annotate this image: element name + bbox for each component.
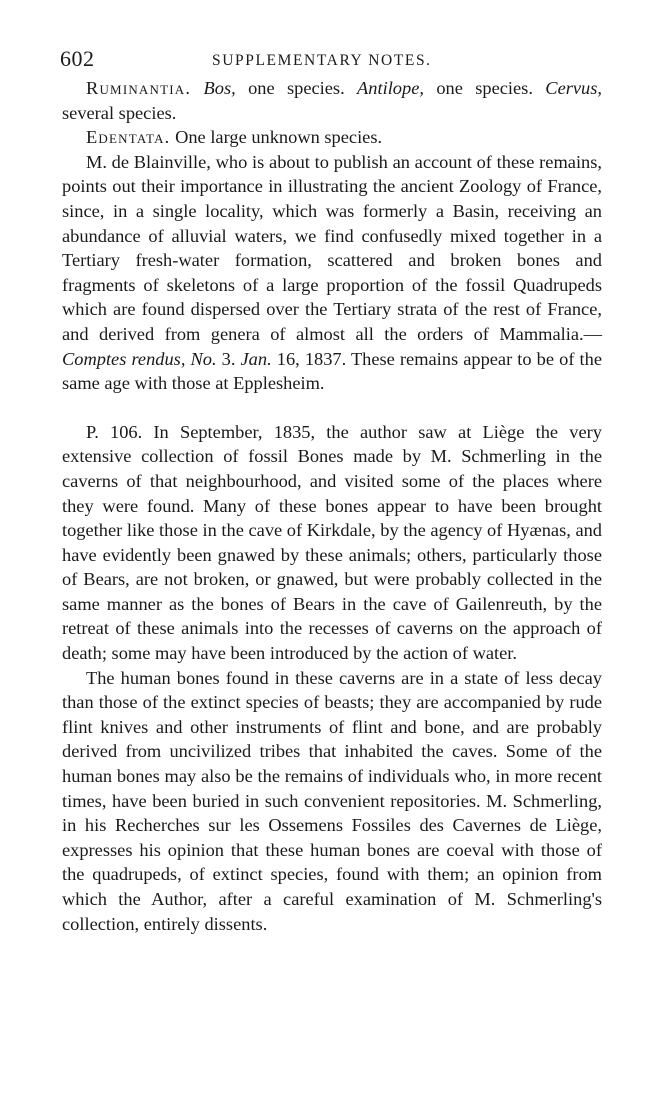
- blainville-text: M. de Blainville, who is about to publish an account of these remains, points out their importance in illustrating the ancient Zoology of France, since, in a single locality, which was formerly a Basin, receiving an abundance of alluvial waters, we find confusedly mixed together in a Tertiary fresh-water formation, scattered and broken bones and fragments of skeletons of a large proportion of the fossil Quadrupeds which are found dispersed over the Tertiary strata of the rest of France, and derived from genera of almost all the orders of Mammalia.—: [62, 151, 602, 344]
- page-header: [62, 46, 602, 76]
- genus-cervus: Cervus,: [545, 78, 602, 98]
- genus-antilope: Antilope,: [357, 78, 424, 98]
- paragraph-ruminantia: [62, 76, 602, 125]
- genus-bos: Bos,: [203, 78, 236, 98]
- paragraph-blainville: [62, 150, 602, 396]
- running-head: SUPPLEMENTARY NOTES.: [212, 52, 432, 69]
- paragraph-human-bones: The human bones found in these caverns are in a state of less decay than those of the extinct species of beasts; they are accompanied by rude flint knives and other instruments of flint and bone, and are probably derived from uncivilized tribes that inhabited the caves. Some of the human bones may also be the remains of individuals who, in more recent times, have been buried in such convenient repositories. M. Schmerling, in his Recherches sur les Ossemens Fossiles des Cavernes de Liège, expresses his opinion that these human bones are coeval with those of the quadrupeds, of extinct species, found with them; an opinion from which the Author, after a careful examination of M. Schmerling's collection, entirely dissents.: [62, 667, 602, 934]
- ruminantia-text-3: several species.: [62, 102, 177, 123]
- blainville-text-3: 16, 1837. These remains appear to be of the same age with those at Epplesheim.: [62, 348, 602, 394]
- order-label-edentata: Edentata.: [86, 127, 171, 148]
- citation-comptes-rendus: Comptes rendus, No.: [62, 348, 217, 369]
- citation-month: Jan.: [240, 348, 272, 369]
- blainville-text-2: 3.: [216, 348, 241, 369]
- paragraph-liege-collection: P. 106. In September, 1835, the author saw at Liège the very extensive collection of fossil Bones made by M. Schmerling in the caverns of that neighbourhood, and visited some of the places where they were found. Many of these bones appear to have been brought together like those in the cave of Kirkdale, by the agency of Hyænas, and have evidently been gnawed by these animals; others, particularly those of Bears, are not broken, or gnawed, but were probably collected in the same manner as the bones of Bears in the cave of Gailenreuth, by the retreat of these animals into the recesses of caverns on the approach of death; some may have been introduced by the action of water.: [62, 421, 602, 664]
- book-page: [62, 46, 602, 936]
- page-number: 602: [60, 46, 95, 71]
- ruminantia-text-2: one species.: [423, 78, 546, 98]
- order-label-ruminantia: Ruminantia.: [86, 78, 192, 98]
- paragraph-gap: [62, 396, 602, 420]
- ruminantia-text-1: one species.: [235, 78, 358, 98]
- paragraph-edentata: [62, 125, 602, 150]
- edentata-text: One large unknown species.: [170, 127, 383, 148]
